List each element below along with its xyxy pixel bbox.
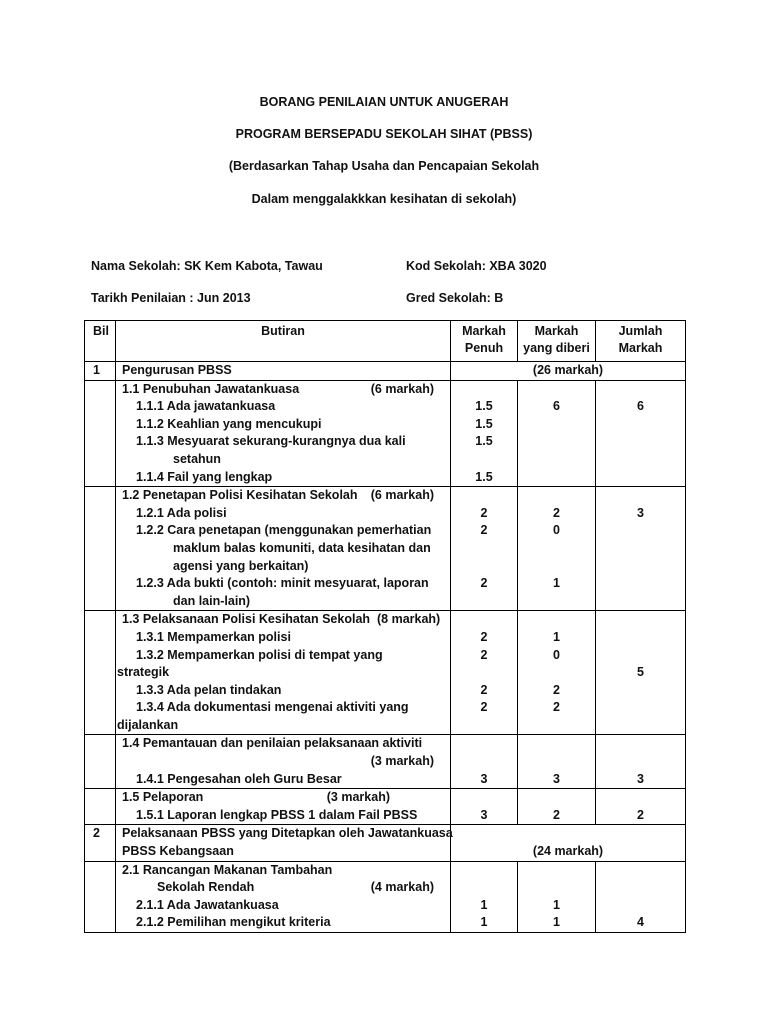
total-mark-value: 4 xyxy=(637,915,644,930)
item-text: 1.1.1 Ada jawatankuasa xyxy=(136,399,276,414)
jumlah-markah-cell xyxy=(596,735,686,789)
subsection-title: 1.1 Penubuhan Jawatankuasa xyxy=(122,381,300,396)
given-mark-value: 2 xyxy=(553,807,560,822)
section-title-cell xyxy=(116,825,451,861)
subsection-heading xyxy=(116,611,450,629)
subsection-title: 1.4 Pemantauan dan penilaian pelaksanaan aktiviti xyxy=(122,736,423,751)
subtitle-line-1: (Berdasarkan Tahap Usaha dan Pencapaian Sekolah xyxy=(228,159,540,173)
item-text: 1.3.3 Ada pelan tindakan xyxy=(136,682,282,697)
given-mark-value: 1 xyxy=(553,629,560,644)
full-mark-value: 1.5 xyxy=(475,434,493,449)
item-text: 1.5.1 Laporan lengkap PBSS 1 dalam Fail PBSS xyxy=(136,807,418,822)
butiran-cell xyxy=(116,487,451,611)
subsection-title: 1.5 Pelaporan xyxy=(122,790,204,805)
full-mark-value: 1 xyxy=(480,915,488,930)
section-title-cell xyxy=(116,362,451,381)
total-mark-value: 5 xyxy=(637,665,644,680)
item-text: 1.3.4 Ada dokumentasi mengenai aktiviti yang xyxy=(136,700,409,715)
markah-penuh-cell xyxy=(451,735,518,789)
markah-penuh-cell xyxy=(451,487,518,611)
full-mark-value: 1 xyxy=(480,897,488,912)
given-mark-value: 2 xyxy=(553,682,560,697)
given-mark-value: 3 xyxy=(553,771,560,786)
full-mark-value: 2 xyxy=(480,505,488,520)
table-header-row xyxy=(85,321,686,362)
markah-diberi-cell xyxy=(518,789,596,825)
header-butiran xyxy=(116,321,451,362)
section2-title-continued: PBSS Kebangsaan xyxy=(122,844,234,859)
jumlah-markah-cell xyxy=(596,861,686,932)
subsection-title: 1.3 Pelaksanaan Polisi Kesihatan Sekolah xyxy=(122,612,371,627)
header-jumlah-markah xyxy=(596,321,686,362)
section-number xyxy=(85,825,116,861)
bil-cell-empty xyxy=(85,789,116,825)
assessment-table xyxy=(84,320,686,933)
section1-bil: 1 xyxy=(93,363,100,377)
jumlah-markah-cell xyxy=(596,611,686,735)
subsection-title: 2.1 Rancangan Makanan Tambahan xyxy=(122,862,333,877)
item-text-continued: agensi yang berkaitan) xyxy=(173,558,309,573)
butiran-cell xyxy=(116,611,451,735)
total-mark-value: 6 xyxy=(637,399,644,414)
markah-diberi-cell xyxy=(518,611,596,735)
given-mark-value: 6 xyxy=(553,399,560,414)
item-text: 1.3.1 Mempamerkan polisi xyxy=(136,629,291,644)
header-jumlah-markah-line2: Markah xyxy=(618,341,663,355)
full-mark-value: 2 xyxy=(480,700,488,715)
section2-title: Pelaksanaan PBSS yang Ditetapkan oleh Jawatankuasa xyxy=(122,826,453,841)
subsection-heading xyxy=(116,381,450,399)
header-butiran-label: Butiran xyxy=(261,324,305,338)
butiran-cell xyxy=(116,735,451,789)
item-text-continued: setahun xyxy=(173,451,221,466)
item-text: 1.4.1 Pengesahan oleh Guru Besar xyxy=(136,771,342,786)
subsection-marks: (4 markah) xyxy=(370,880,434,895)
program-title: PROGRAM BERSEPADU SEKOLAH SIHAT (PBSS) xyxy=(235,127,533,141)
total-mark-value: 3 xyxy=(637,771,644,786)
item-text: 1.1.3 Mesyuarat sekurang-kurangnya dua kali xyxy=(136,434,406,449)
item-text: 1.1.2 Keahlian yang mencukupi xyxy=(136,416,322,431)
assessment-date: Tarikh Penilaian : Jun 2013 xyxy=(91,291,251,305)
markah-penuh-cell xyxy=(451,861,518,932)
item-text-continued: strategik xyxy=(117,665,170,680)
given-mark-value: 2 xyxy=(553,505,560,520)
subsection-title-continued: Sekolah Rendah xyxy=(157,880,255,895)
subsection-marks: (6 markah) xyxy=(370,488,434,503)
item-text: 1.2.3 Ada bukti (contoh: minit mesyuarat, laporan xyxy=(136,576,429,591)
section1-total: (26 markah) xyxy=(532,363,604,377)
markah-penuh-cell xyxy=(451,789,518,825)
given-mark-value: 1 xyxy=(553,915,560,930)
table-row xyxy=(85,861,686,932)
jumlah-markah-cell xyxy=(596,380,686,487)
section2-total: (24 markah) xyxy=(532,844,604,859)
total-mark-value: 2 xyxy=(637,807,644,822)
header-bil xyxy=(85,321,116,362)
butiran-cell xyxy=(116,861,451,932)
header-markah-penuh xyxy=(451,321,518,362)
subsection-marks: (6 markah) xyxy=(370,381,434,396)
item-text: 2.1.2 Pemilihan mengikut kriteria xyxy=(136,915,331,930)
full-mark-value: 3 xyxy=(480,807,488,822)
section-row xyxy=(85,825,686,861)
school-grade: Gred Sekolah: B xyxy=(406,291,504,305)
header-bil-label: Bil xyxy=(93,324,109,338)
subtitle-line-2: Dalam menggalakkkan kesihatan di sekolah) xyxy=(251,192,517,206)
full-mark-value: 3 xyxy=(480,771,488,786)
subsection-marks: (3 markah) xyxy=(370,754,434,769)
section-row xyxy=(85,362,686,381)
jumlah-markah-cell xyxy=(596,487,686,611)
bil-cell-empty xyxy=(85,861,116,932)
full-mark-value: 1.5 xyxy=(475,399,493,414)
given-mark-value: 2 xyxy=(553,700,560,715)
table-row xyxy=(85,611,686,735)
bil-cell-empty xyxy=(85,380,116,487)
table-row xyxy=(85,487,686,611)
item-text: 1.2.2 Cara penetapan (menggunakan pemerhatian xyxy=(136,523,432,538)
header-jumlah-markah-line1: Jumlah xyxy=(618,324,663,338)
item-text: 2.1.1 Ada Jawatankuasa xyxy=(136,897,279,912)
subsection-title: 1.2 Penetapan Polisi Kesihatan Sekolah xyxy=(122,488,358,503)
section-total-cell xyxy=(451,362,686,381)
section-total-cell xyxy=(451,825,686,861)
subsection-marks: (3 markah) xyxy=(326,790,390,805)
markah-penuh-cell xyxy=(451,380,518,487)
table-row xyxy=(85,380,686,487)
butiran-cell xyxy=(116,789,451,825)
markah-diberi-cell xyxy=(518,487,596,611)
table-row xyxy=(85,789,686,825)
bil-cell-empty xyxy=(85,611,116,735)
table-row xyxy=(85,735,686,789)
full-mark-value: 1.5 xyxy=(475,416,493,431)
item-text: 1.2.1 Ada polisi xyxy=(136,505,227,520)
item-text: 1.1.4 Fail yang lengkap xyxy=(136,469,273,484)
bil-cell-empty xyxy=(85,487,116,611)
header-markah-diberi xyxy=(518,321,596,362)
full-mark-value: 2 xyxy=(480,523,488,538)
given-mark-value: 0 xyxy=(553,523,560,538)
section-number xyxy=(85,362,116,381)
markah-diberi-cell xyxy=(518,380,596,487)
subsection-heading xyxy=(116,789,450,807)
full-mark-value: 2 xyxy=(480,647,488,662)
header-markah-penuh-line1: Markah xyxy=(462,324,506,338)
full-mark-value: 2 xyxy=(480,682,488,697)
jumlah-markah-cell xyxy=(596,789,686,825)
item-text: 1.3.2 Mempamerkan polisi di tempat yang xyxy=(136,647,383,662)
subsection-heading xyxy=(116,487,450,505)
full-mark-value: 2 xyxy=(480,576,488,591)
item-text-continued: maklum balas komuniti, data kesihatan dan xyxy=(173,540,431,555)
school-name: Nama Sekolah: SK Kem Kabota, Tawau xyxy=(91,259,323,273)
header-markah-penuh-line2: Penuh xyxy=(464,341,504,355)
school-code: Kod Sekolah: XBA 3020 xyxy=(406,259,547,273)
given-mark-value: 0 xyxy=(553,647,560,662)
subsection-heading xyxy=(116,879,450,897)
item-text-continued: dan lain-lain) xyxy=(173,593,251,608)
section2-bil: 2 xyxy=(93,826,100,841)
header-markah-diberi-line2: yang diberi xyxy=(523,341,590,355)
markah-penuh-cell xyxy=(451,611,518,735)
subsection-marks: (8 markah) xyxy=(377,612,441,627)
header-markah-diberi-line1: Markah xyxy=(534,324,579,338)
total-mark-value: 3 xyxy=(637,505,644,520)
form-title: BORANG PENILAIAN UNTUK ANUGERAH xyxy=(259,95,509,109)
full-mark-value: 2 xyxy=(480,629,488,644)
markah-diberi-cell xyxy=(518,861,596,932)
given-mark-value: 1 xyxy=(553,897,560,912)
given-mark-value: 1 xyxy=(553,576,560,591)
item-text-continued: dijalankan xyxy=(117,717,179,732)
butiran-cell xyxy=(116,380,451,487)
bil-cell-empty xyxy=(85,735,116,789)
section1-title: Pengurusan PBSS xyxy=(122,363,232,377)
full-mark-value: 1.5 xyxy=(475,469,493,484)
markah-diberi-cell xyxy=(518,735,596,789)
